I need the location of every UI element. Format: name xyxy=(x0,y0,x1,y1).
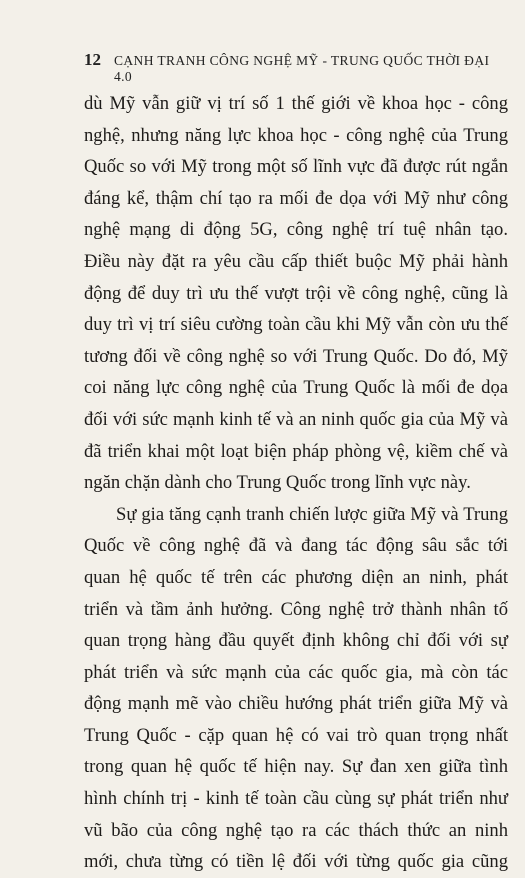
text-line: động để duy trì ưu thế vượt trội về công nghệ, cũng là xyxy=(84,282,508,304)
text-line: mới, chưa từng có tiền lệ đối với từng quốc gia cũng xyxy=(84,851,508,873)
running-header xyxy=(84,50,505,84)
running-title: CẠNH TRANH CÔNG NGHỆ MỸ - TRUNG QUỐC THỜI ĐẠI 4.0 xyxy=(114,53,490,84)
text-line: động mạnh mẽ vào chiều hướng phát triển giữa Mỹ và xyxy=(84,693,508,715)
text-line: Trung Quốc - cặp quan hệ có vai trò quan trọng nhất xyxy=(84,724,508,746)
text-line: nghệ mạng di động 5G, công nghệ trí tuệ nhân tạo. xyxy=(84,219,508,241)
body-text xyxy=(84,88,508,878)
text-line: dù Mỹ vẫn giữ vị trí số 1 thế giới về khoa học - công xyxy=(84,93,508,114)
paragraph-2 xyxy=(84,499,508,878)
text-line-last: ngăn chặn dành cho Trung Quốc trong lĩnh vực này. xyxy=(84,472,471,494)
paragraph-1 xyxy=(84,88,508,499)
text-line: phát triển và sức mạnh của các quốc gia, mà còn tác xyxy=(84,661,508,683)
text-line: quan trọng hàng đầu quyết định không chỉ đối với sự xyxy=(84,630,508,652)
text-line: đã triển khai một loạt biện pháp phòng vệ, kiềm chế và xyxy=(84,440,508,462)
text-line: đáng kể, thậm chí tạo ra mối đe dọa với Mỹ như công xyxy=(84,187,508,209)
text-line: triển và tầm ảnh hưởng. Công nghệ trở thành nhân tố xyxy=(84,598,508,620)
text-line: Quốc so với Mỹ trong một số lĩnh vực đã được rút ngắn xyxy=(84,156,508,178)
text-line-first: Sự gia tăng cạnh tranh chiến lược giữa Mỹ và Trung xyxy=(116,503,508,525)
text-line: coi năng lực công nghệ của Trung Quốc là mối đe dọa xyxy=(84,377,508,399)
page-number: 12 xyxy=(84,50,101,69)
text-line: đối với sức mạnh kinh tế và an ninh quốc gia của Mỹ và xyxy=(84,408,508,430)
text-line: duy trì vị trí siêu cường toàn cầu khi Mỹ vẫn còn ưu thế xyxy=(84,314,508,336)
text-line: nghệ, nhưng năng lực khoa học - công nghệ của Trung xyxy=(84,124,508,146)
text-line: vũ bão của công nghệ tạo ra các thách thức an ninh xyxy=(84,819,508,841)
text-line: quan hệ quốc tế trên các phương diện an ninh, phát xyxy=(84,566,508,588)
text-line: Điều này đặt ra yêu cầu cấp thiết buộc Mỹ phải hành xyxy=(84,250,508,272)
text-line: tương đối về công nghệ so với Trung Quốc. Do đó, Mỹ xyxy=(84,345,508,367)
text-line: Quốc về công nghệ đã và đang tác động sâu sắc tới xyxy=(84,535,508,557)
text-line: trong quan hệ quốc tế hiện nay. Sự đan xen giữa tình xyxy=(84,756,508,778)
text-line: hình chính trị - kinh tế toàn cầu cùng sự phát triển như xyxy=(84,788,508,810)
